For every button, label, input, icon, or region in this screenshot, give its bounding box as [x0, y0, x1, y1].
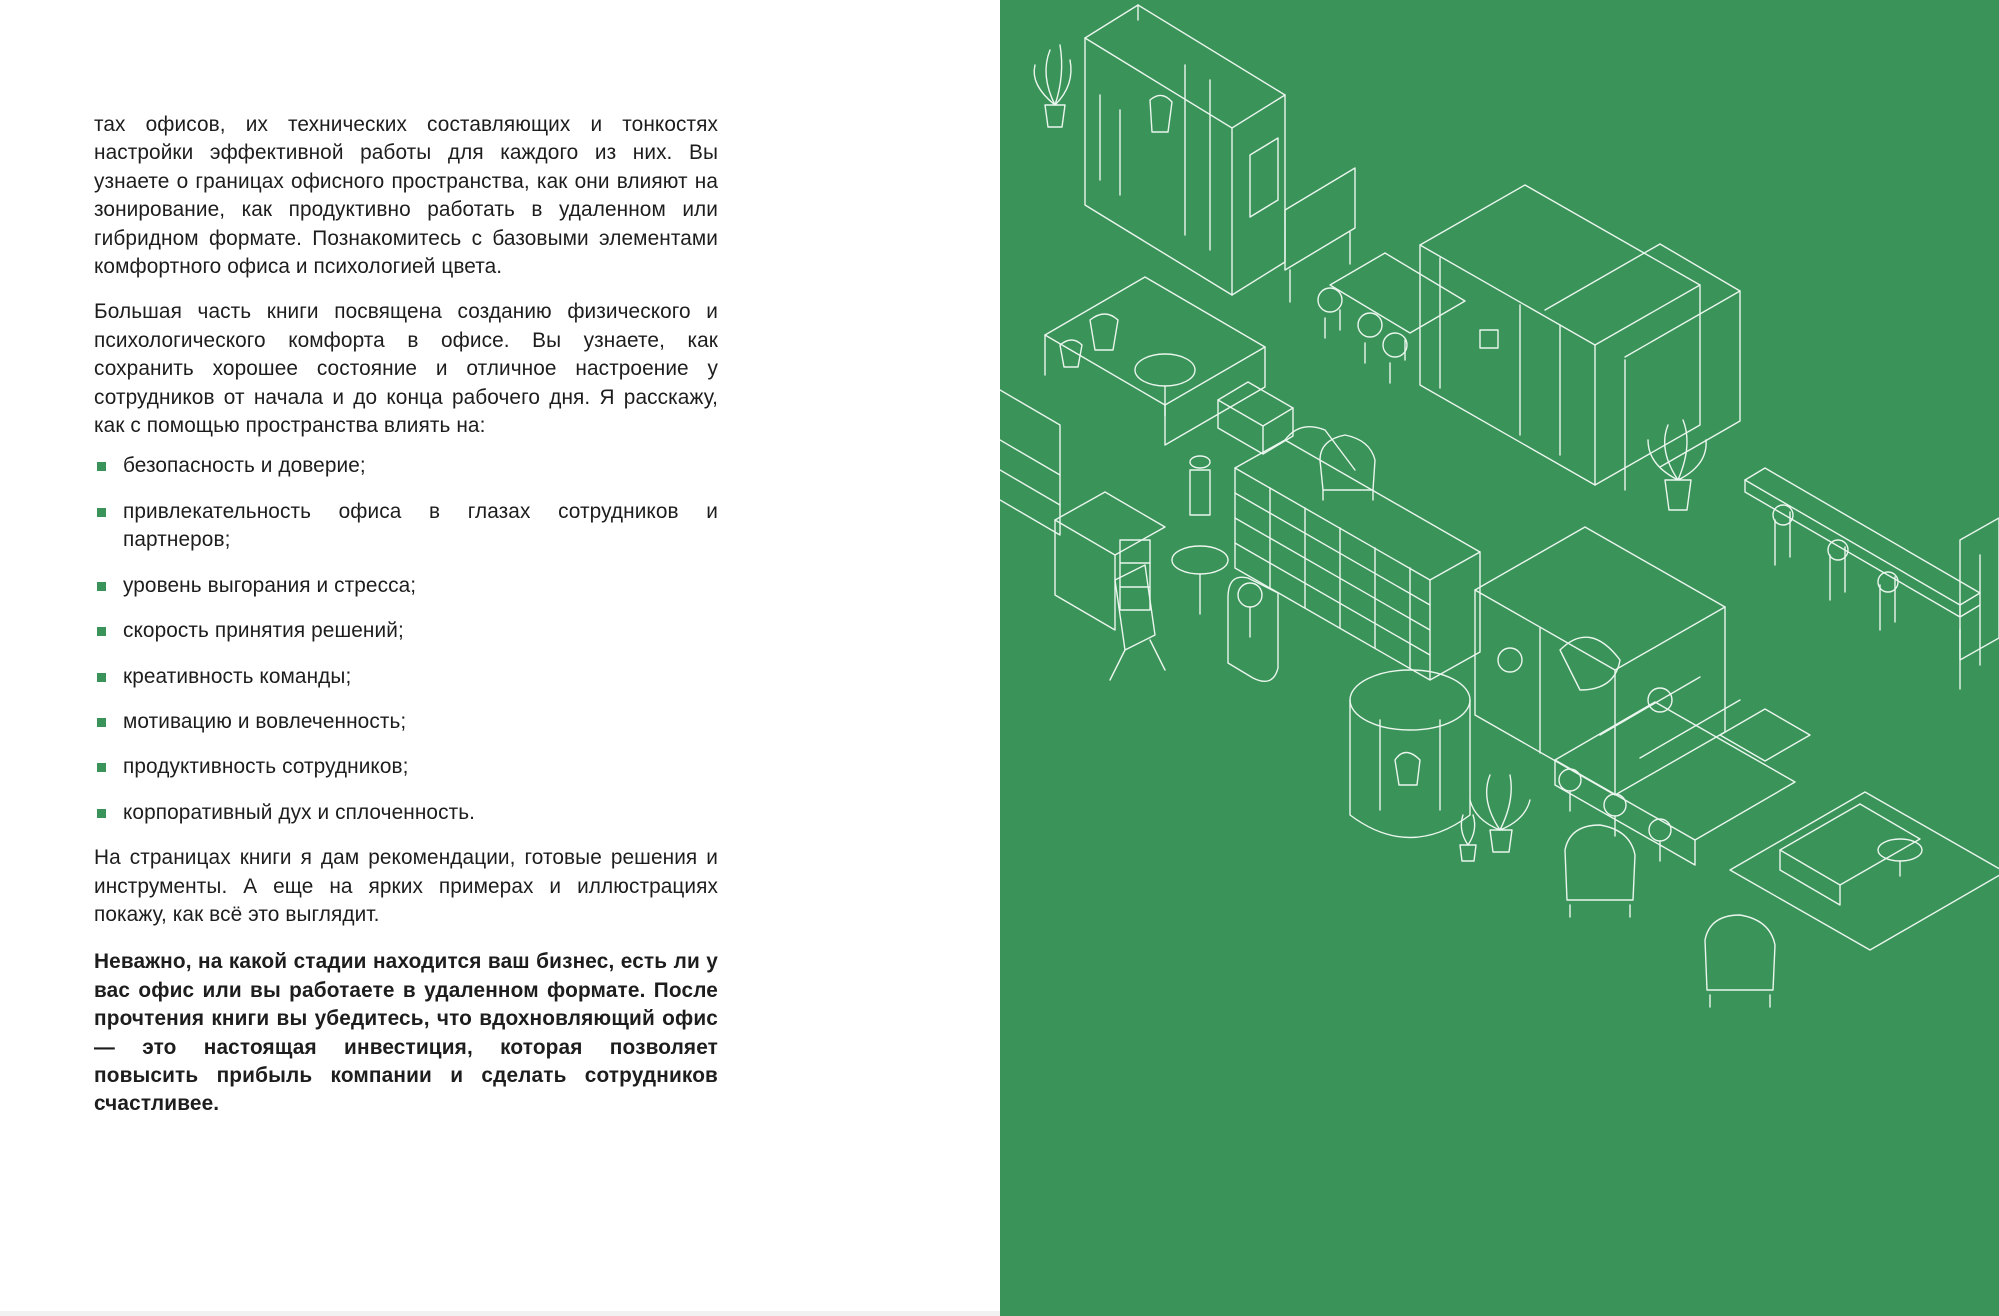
list-item-text: уровень выгорания и стресса;	[123, 573, 417, 597]
water-cooler-icon	[1190, 456, 1210, 515]
office-floorplan-illustration	[1000, 0, 1999, 1316]
easel-icon	[1110, 565, 1165, 680]
paragraph-intro: тах офисов, их технических составляющих и тонкостях настройки эффективной работы для каждого из них. Вы узнаете о границах офисного пространства, как они влияют на зонирование, как продуктивно работать в удаленном или гибридном формате. Познакомитесь с базовыми элементами комфортного офиса и психологией цвета.	[94, 113, 718, 279]
lounge-area	[1730, 792, 1999, 950]
cabinet-block	[1000, 390, 1165, 630]
square-bullet-icon	[97, 462, 106, 471]
page-bottom-edge	[0, 1311, 1000, 1316]
list-item-text: привлекательность офиса в глазах сотрудников и партнеров;	[123, 499, 718, 552]
text-column	[94, 111, 718, 1119]
square-bullet-icon	[97, 582, 106, 591]
list-item	[94, 799, 718, 827]
list-item-text: скорость принятия решений;	[123, 619, 404, 643]
list-item	[94, 498, 718, 555]
glass-booth-top	[1085, 5, 1285, 295]
plant-icon	[1648, 420, 1706, 510]
bistro-table	[1172, 546, 1262, 637]
armchair-icon	[1705, 915, 1775, 1007]
workstation-row	[1555, 677, 1810, 865]
paragraph-comfort: Большая часть книги посвящена созданию физического и психологического комфорта в офисе. Вы узнаете, как сохранить хорошее состояние и отличное настроение у сотрудников от начала и до конца рабочего дня. Я расскажу, как с помощью пространства влиять на:	[94, 300, 718, 438]
list-item-text: корпоративный дух и сплоченность.	[123, 800, 476, 824]
list-item-text: креативность команды;	[123, 664, 352, 688]
list-item	[94, 663, 718, 691]
list-item	[94, 572, 718, 600]
list-item-text: продуктивность сотрудников;	[123, 755, 409, 779]
list-item	[94, 452, 718, 480]
square-bullet-icon	[97, 673, 106, 682]
square-bullet-icon	[97, 809, 106, 818]
armchair-icon	[1320, 435, 1375, 500]
square-bullet-icon	[97, 508, 106, 517]
whiteboard-icon	[1285, 168, 1355, 302]
desk-cluster	[1318, 253, 1465, 383]
bar-table	[1745, 468, 1980, 689]
armchair-icon	[1565, 825, 1635, 917]
list-item	[94, 617, 718, 645]
phone-booth	[1350, 670, 1470, 838]
list-item	[94, 753, 718, 781]
list-item	[94, 708, 718, 736]
paragraph-recommendations: На страницах книги я дам рекомендации, готовые решения и инструменты. А еще на ярких примерах и иллюстрациях покажу, как всё это выглядит.	[94, 846, 718, 926]
paragraph-conclusion: Неважно, на какой стадии находится ваш бизнес, есть ли у вас офис или вы работаете в удаленном формате. После прочтения книги вы убедитесь, что вдохновляющий офис — это настоящая инвестиция, которая позволяет повысить прибыль компании и сделать сотрудников счастливее.	[94, 950, 718, 1116]
shelving-wall	[1235, 427, 1480, 680]
glass-booth-large	[1420, 185, 1740, 490]
glass-booth-edge	[1960, 518, 1999, 665]
square-bullet-icon	[97, 718, 106, 727]
square-bullet-icon	[97, 763, 106, 772]
list-item-text: безопасность и доверие;	[123, 454, 366, 478]
influence-list	[94, 452, 718, 827]
meeting-room	[1045, 277, 1265, 445]
glass-booth-center	[1475, 527, 1725, 795]
partition-panel	[1228, 577, 1278, 681]
plant-icon	[1034, 45, 1071, 127]
right-page	[1000, 0, 1999, 1316]
list-item-text: мотивацию и вовлеченность;	[123, 709, 407, 733]
square-bullet-icon	[97, 627, 106, 636]
